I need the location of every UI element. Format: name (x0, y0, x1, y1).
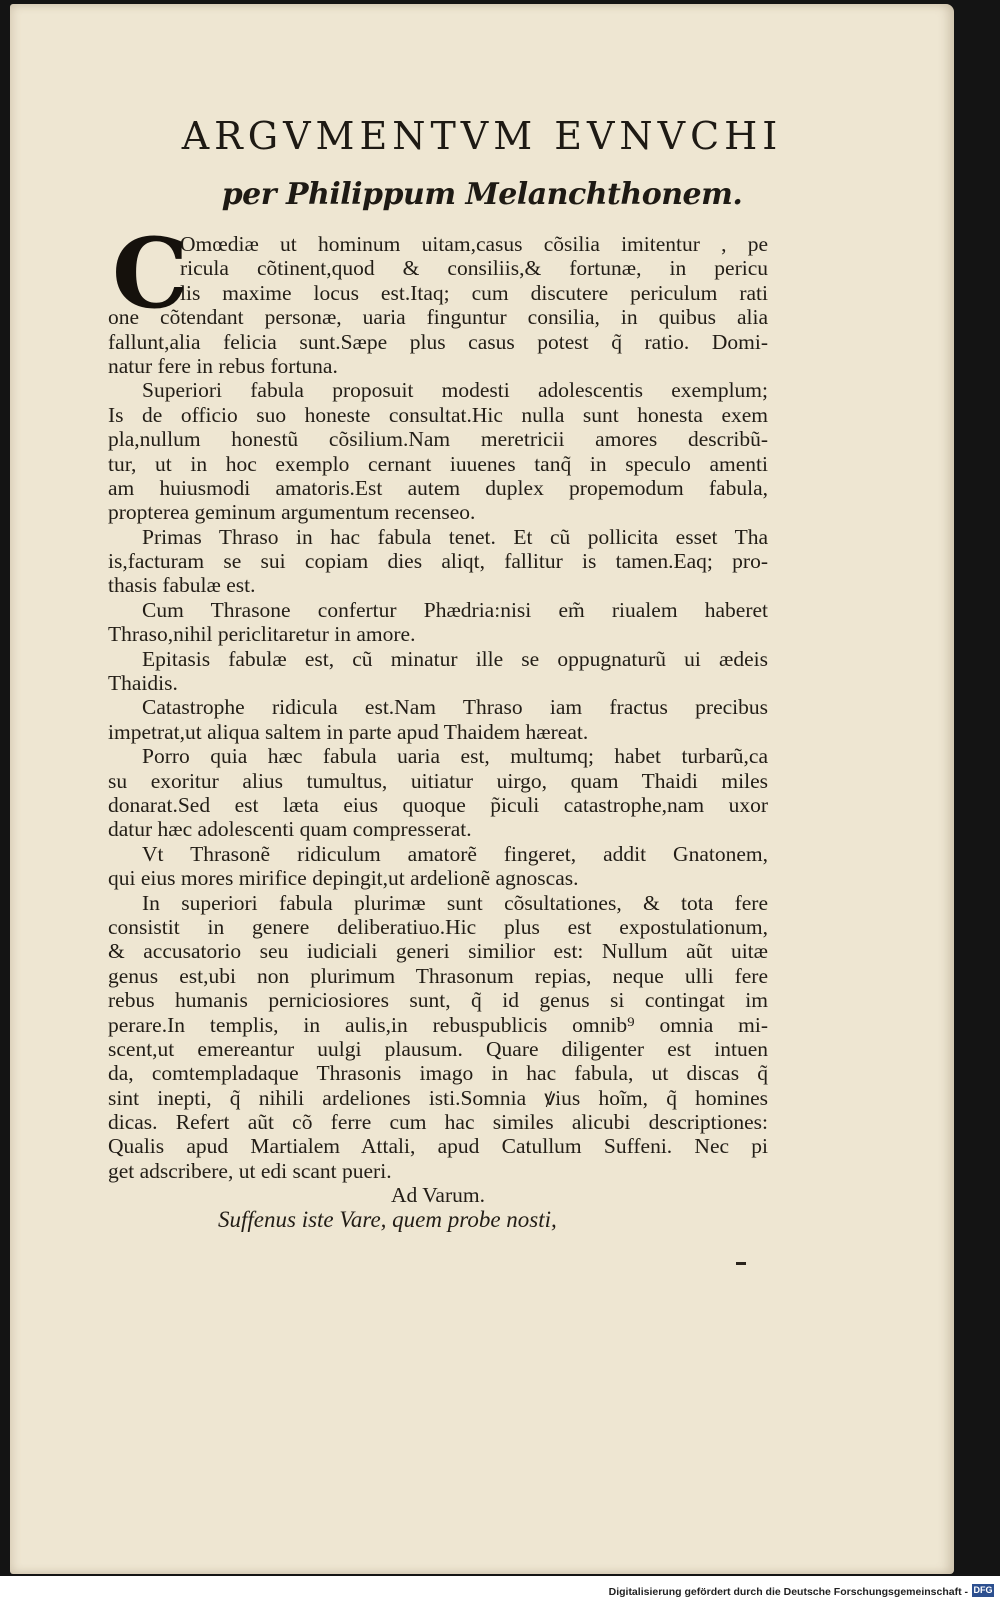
text-line: lis maxime locus est.Itaq; cum discutere periculum rati (180, 280, 768, 305)
text-line: thasis fabulæ est. (108, 573, 256, 598)
text-line: Epitasis fabulæ est, cũ minatur ille se oppugnaturũ ui ædeis (142, 646, 768, 671)
book-page (10, 4, 954, 1574)
text-line: dicas. Refert aũt cõ ferre cum hac similes alicubi descriptiones: (108, 1110, 768, 1135)
text-line: Ad Varum. (391, 1183, 485, 1208)
body-text (108, 217, 768, 1232)
text-line: da, comtempladaque Thrasonis imago in hac fabula, ut discas q̃ (108, 1061, 768, 1086)
page-heading: ARGVMENTVM EVNVCHI (181, 114, 783, 158)
text-line: pla,nullum honestũ cõsilium.Nam meretricii amores describũ- (108, 427, 768, 452)
text-line: one cõtendant personæ, uaria finguntur consilia, in quibus alia (108, 305, 768, 330)
text-line: Thaidis. (108, 671, 178, 696)
text-line: Primas Thraso in hac fabula tenet. Et cũ pollicita esset Tha (142, 524, 768, 549)
text-line: rebus humanis perniciosiores sunt, q̃ id genus si contingat im (108, 988, 768, 1013)
text-line: Superiori fabula proposuit modesti adolescentis exemplum; (142, 378, 768, 403)
text-line: impetrat,ut aliqua saltem in parte apud Thaidem hæreat. (108, 719, 589, 744)
text-line: In superiori fabula plurimæ sunt cõsultationes, & tota fere (142, 890, 768, 915)
text-line: genus est,ubi non plurimum Thrasonum repias, neque ulli fere (108, 963, 768, 988)
text-line: Qualis apud Martialem Attali, apud Catullum Suffeni. Nec pi (108, 1134, 768, 1159)
text-line: sint inepti, q̃ nihili ardeliones isti.Somnia ꝟius hoĩm, q̃ homines (108, 1085, 768, 1110)
text-line: perare.In templis, in aulis,in rebuspublicis omnib⁹ omnia mi- (108, 1012, 768, 1037)
dfg-logo: DFG (973, 1585, 993, 1595)
text-line: is,facturam se sui copiam dies aliqt, fallitur is tamen.Eaq; pro- (108, 549, 768, 574)
text-line: Omœdiæ ut hominum uitam,casus cõsilia imitentur , pe (180, 232, 768, 256)
text-line: Vt Thrasonẽ ridiculum amatorẽ fingeret, addit Gnatonem, (142, 841, 768, 866)
text-line: get adscribere, ut edi scant pueri. (108, 1158, 392, 1183)
footer-credit: Digitalisierung gefördert durch die Deutsche Forschungsgemeinschaft - (608, 1586, 968, 1598)
text-line: Catastrophe ridicula est.Nam Thraso iam fractus precibus (142, 695, 768, 720)
text-line: Thraso,nihil periclitaretur in amore. (108, 622, 416, 647)
print-mark (736, 1262, 746, 1265)
text-line: & accusatorio seu iudiciali generi similior est: Nullum aũt uitæ (108, 939, 768, 964)
text-line: qui eius mores mirifice depingit,ut ardelionẽ agnoscas. (108, 866, 579, 891)
text-line: datur hæc adolescenti quam compresserat. (108, 817, 472, 842)
text-line: Porro quia hæc fabula uaria est, multumq; habet turbarũ,ca (142, 744, 768, 769)
text-line: Is de officio suo honeste consultat.Hic nulla sunt honesta exem (108, 402, 768, 427)
text-line: fallunt,alia felicia sunt.Sæpe plus casus potest q̃ ratio. Domi- (108, 329, 768, 354)
text-line: natur fere in rebus fortuna. (108, 353, 338, 378)
text-line: scent,ut emereantur uulgi plausum. Quare diligenter est intuen (108, 1036, 768, 1061)
text-line: ricula cõtinent,quod & consiliis,& fortunæ, in pericu (180, 256, 768, 281)
text-line: donarat.Sed est læta eius quoque p̃iculi catastrophe,nam uxor (108, 792, 768, 817)
text-line: consistit in genere deliberatiuo.Hic plus est expostulationum, (108, 914, 768, 939)
page-subheading: per Philippum Melanchthonem. (221, 177, 743, 212)
text-line: Suffenus iste Vare, quem probe nosti, (218, 1206, 557, 1232)
drop-cap: C (112, 217, 189, 330)
text-line: Cum Thrasone confertur Phædria:nisi em̃ riualem haberet (142, 597, 768, 622)
text-line: propterea geminum argumentum recenseo. (108, 500, 476, 525)
text-line: tur, ut in hoc exemplo cernant iuuenes tanq̃ in speculo amenti (108, 451, 768, 476)
text-line: su exoritur alius tumultus, uitiatur uirgo, quam Thaidi miles (108, 768, 768, 793)
text-line: am huiusmodi amatoris.Est autem duplex propemodum fabula, (108, 475, 768, 500)
